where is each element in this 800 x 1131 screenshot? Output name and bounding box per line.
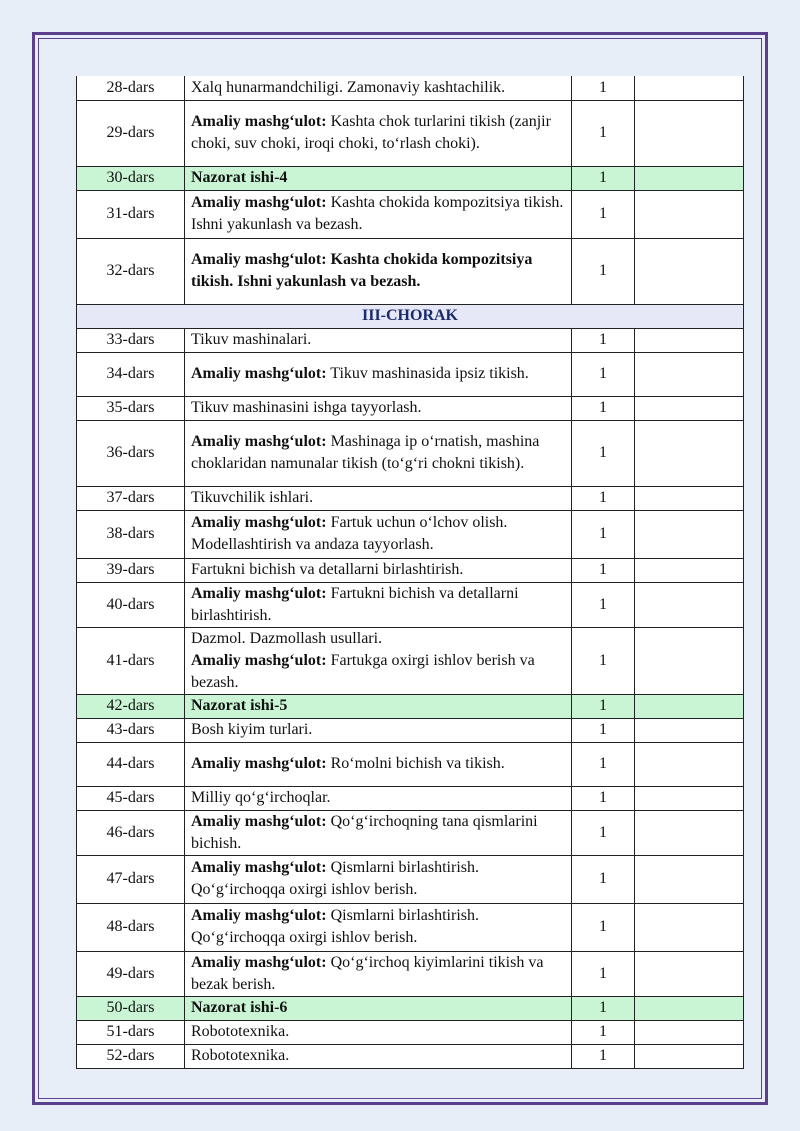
lesson-topic: [185, 328, 572, 352]
hours-count: 1: [572, 100, 635, 166]
practical-label: Amaliy mashg‘ulot:: [191, 651, 327, 669]
lesson-row: [77, 1044, 744, 1068]
lesson-topic-text: Fartukga oxirgi ishlov berish va bezash.: [191, 651, 535, 691]
lesson-row: [77, 420, 744, 486]
practical-label: Amaliy mashg‘ulot:: [191, 514, 327, 531]
lesson-topic: [185, 76, 572, 100]
lesson-topic: [185, 855, 572, 903]
hours-count: 1: [572, 558, 635, 582]
control-work-row: [77, 694, 744, 718]
lesson-row: [77, 190, 744, 238]
hours-count: 1: [572, 352, 635, 396]
practical-label: Amaliy mashg‘ulot:: [191, 113, 327, 130]
lesson-row: [77, 328, 744, 352]
lesson-topic-text: Fartuk uchun o‘lchov olish. Modellashtirish va andaza tayyorlash.: [191, 514, 508, 553]
date-cell: [635, 996, 744, 1020]
lesson-number: 36-dars: [77, 420, 185, 486]
lesson-topic-text: Qismlarni birlashtirish. Qo‘g‘irchoqqa oxirgi ishlov berish.: [191, 859, 479, 898]
date-cell: [635, 558, 744, 582]
practical-label: Amaliy mashg‘ulot:: [191, 194, 327, 211]
lesson-number: 40-dars: [77, 582, 185, 627]
lesson-topic: [185, 396, 572, 420]
lesson-topic: [185, 190, 572, 238]
date-cell: [635, 486, 744, 510]
lesson-number: 48-dars: [77, 903, 185, 951]
date-cell: [635, 1044, 744, 1068]
hours-count: 1: [572, 718, 635, 742]
lesson-number: 42-dars: [77, 694, 185, 718]
lesson-topic: [185, 420, 572, 486]
hours-count: 1: [572, 627, 635, 694]
hours-count: 1: [572, 328, 635, 352]
lesson-topic-text: Tikuv mashinasini ishga tayyorlash.: [191, 399, 422, 416]
lesson-number: 30-dars: [77, 166, 185, 190]
hours-count: 1: [572, 810, 635, 855]
lesson-number: 39-dars: [77, 558, 185, 582]
lesson-topic-text: Robototexnika.: [191, 1023, 290, 1040]
lesson-row: [77, 627, 744, 694]
date-cell: [635, 166, 744, 190]
lesson-row: [77, 903, 744, 951]
lesson-number: 35-dars: [77, 396, 185, 420]
date-cell: [635, 352, 744, 396]
hours-count: 1: [572, 1044, 635, 1068]
practical-label: Amaliy mashg‘ulot:: [191, 433, 327, 450]
lesson-topic: [185, 951, 572, 996]
practical-label: Amaliy mashg‘ulot:: [191, 584, 327, 602]
lesson-row: [77, 951, 744, 996]
lesson-row: [77, 396, 744, 420]
date-cell: [635, 855, 744, 903]
hours-count: 1: [572, 166, 635, 190]
lesson-topic: [185, 238, 572, 304]
date-cell: [635, 694, 744, 718]
section-header-row: [77, 304, 744, 328]
practical-label: Amaliy mashg‘ulot:: [191, 859, 327, 876]
lesson-topic: [185, 582, 572, 627]
section-title: III-CHORAK: [77, 304, 744, 328]
lesson-row: [77, 786, 744, 810]
date-cell: [635, 76, 744, 100]
lesson-topic-text: Bosh kiyim turlari.: [191, 721, 313, 738]
lesson-topic: [185, 810, 572, 855]
lesson-topic: [185, 694, 572, 718]
date-cell: [635, 238, 744, 304]
lesson-topic-text: Mashinaga ip o‘rnatish, mashina choklaridan namunalar tikish (to‘g‘ri chokni tikish).: [191, 433, 540, 472]
lesson-number: 46-dars: [77, 810, 185, 855]
practical-label: Amaliy mashg‘ulot: Kashta chokida kompozitsiya tikish. Ishni yakunlash va bezash.: [191, 251, 533, 290]
lesson-topic-text: Fartukni bichish va detallarni birlashtirish.: [191, 561, 464, 578]
control-work-row: [77, 996, 744, 1020]
lesson-number: 50-dars: [77, 996, 185, 1020]
lesson-topic-text: Fartukni bichish va detallarni birlashtirish.: [191, 584, 519, 624]
lesson-topic-text: Ro‘molni bichish va tikish.: [326, 755, 505, 772]
lesson-number: 44-dars: [77, 742, 185, 786]
lesson-topic-text: Nazorat ishi-5: [191, 697, 288, 714]
hours-count: 1: [572, 190, 635, 238]
lesson-topic-text: Milliy qo‘g‘irchoqlar.: [191, 789, 331, 806]
lesson-number: 43-dars: [77, 718, 185, 742]
date-cell: [635, 582, 744, 627]
lesson-row: [77, 238, 744, 304]
hours-count: 1: [572, 396, 635, 420]
lesson-row: [77, 718, 744, 742]
lesson-topic-text: Qo‘g‘irchoq kiyimlarini tikish va bezak berish.: [191, 953, 544, 993]
lesson-row: [77, 855, 744, 903]
lesson-topic-text: Tikuv mashinalari.: [191, 331, 312, 348]
date-cell: [635, 786, 744, 810]
hours-count: 1: [572, 582, 635, 627]
lesson-row: [77, 100, 744, 166]
hours-count: 1: [572, 951, 635, 996]
date-cell: [635, 396, 744, 420]
practical-label: Amaliy mashg‘ulot:: [191, 907, 327, 924]
date-cell: [635, 903, 744, 951]
lesson-row: [77, 76, 744, 100]
lesson-row: [77, 486, 744, 510]
lesson-topic-text: Tikuvchilik ishlari.: [191, 489, 314, 506]
lesson-row: [77, 742, 744, 786]
lesson-topic: [185, 1020, 572, 1044]
hours-count: 1: [572, 486, 635, 510]
lesson-plan-table: [76, 76, 744, 1069]
lesson-topic: [185, 903, 572, 951]
lesson-number: 32-dars: [77, 238, 185, 304]
lesson-topic: [185, 352, 572, 396]
lesson-topic-text: Nazorat ishi-6: [191, 999, 288, 1016]
lesson-row: [77, 352, 744, 396]
lesson-topic: [185, 627, 572, 694]
date-cell: [635, 1020, 744, 1044]
hours-count: 1: [572, 238, 635, 304]
lesson-topic-text: Tikuv mashinasida ipsiz tikish.: [326, 365, 529, 382]
lesson-topic-text: Kashta chokida kompozitsiya tikish. Ishni yakunlash va bezash.: [191, 194, 564, 233]
lesson-plan-body: [77, 76, 744, 1068]
hours-count: 1: [572, 420, 635, 486]
lesson-row: [77, 510, 744, 558]
lesson-topic: [185, 996, 572, 1020]
lesson-topic: [185, 1044, 572, 1068]
practical-label: Amaliy mashg‘ulot:: [191, 812, 327, 830]
lesson-number: 47-dars: [77, 855, 185, 903]
hours-count: 1: [572, 996, 635, 1020]
lesson-number: 38-dars: [77, 510, 185, 558]
date-cell: [635, 328, 744, 352]
lesson-topic-intro: Dazmol. Dazmollash usullari.: [191, 629, 383, 647]
lesson-number: 28-dars: [77, 76, 185, 100]
lesson-row: [77, 1020, 744, 1044]
lesson-topic: [185, 166, 572, 190]
hours-count: 1: [572, 510, 635, 558]
practical-label: Amaliy mashg‘ulot:: [191, 365, 327, 382]
lesson-topic-text: Qo‘g‘irchoqning tana qismlarini bichish.: [191, 812, 538, 852]
practical-label: Amaliy mashg‘ulot:: [191, 755, 327, 772]
date-cell: [635, 100, 744, 166]
lesson-row: [77, 558, 744, 582]
lesson-topic: [185, 786, 572, 810]
lesson-number: 29-dars: [77, 100, 185, 166]
date-cell: [635, 810, 744, 855]
lesson-row: [77, 810, 744, 855]
date-cell: [635, 627, 744, 694]
lesson-topic-text: Kashta chok turlarini tikish (zanjir choki, suv choki, iroqi choki, to‘rlash choki).: [191, 113, 551, 152]
date-cell: [635, 510, 744, 558]
date-cell: [635, 951, 744, 996]
lesson-topic-text: Robototexnika.: [191, 1047, 290, 1064]
date-cell: [635, 190, 744, 238]
lesson-topic: [185, 742, 572, 786]
hours-count: 1: [572, 855, 635, 903]
date-cell: [635, 742, 744, 786]
hours-count: 1: [572, 786, 635, 810]
lesson-number: 41-dars: [77, 627, 185, 694]
lesson-number: 51-dars: [77, 1020, 185, 1044]
lesson-topic: [185, 486, 572, 510]
lesson-topic-text: Qismlarni birlashtirish. Qo‘g‘irchoqqa oxirgi ishlov berish.: [191, 907, 479, 946]
lesson-number: 34-dars: [77, 352, 185, 396]
lesson-number: 49-dars: [77, 951, 185, 996]
lesson-topic-text: Nazorat ishi-4: [191, 169, 288, 186]
lesson-number: 45-dars: [77, 786, 185, 810]
lesson-number: 52-dars: [77, 1044, 185, 1068]
lesson-number: 31-dars: [77, 190, 185, 238]
hours-count: 1: [572, 742, 635, 786]
hours-count: 1: [572, 903, 635, 951]
lesson-topic: [185, 510, 572, 558]
date-cell: [635, 718, 744, 742]
practical-label: Amaliy mashg‘ulot:: [191, 953, 327, 971]
hours-count: 1: [572, 694, 635, 718]
lesson-topic: [185, 558, 572, 582]
date-cell: [635, 420, 744, 486]
lesson-topic: [185, 100, 572, 166]
hours-count: 1: [572, 76, 635, 100]
lesson-number: 33-dars: [77, 328, 185, 352]
lesson-number: 37-dars: [77, 486, 185, 510]
hours-count: 1: [572, 1020, 635, 1044]
control-work-row: [77, 166, 744, 190]
lesson-topic-text: Xalq hunarmandchiligi. Zamonaviy kashtachilik.: [191, 78, 506, 96]
lesson-row: [77, 582, 744, 627]
lesson-topic: [185, 718, 572, 742]
